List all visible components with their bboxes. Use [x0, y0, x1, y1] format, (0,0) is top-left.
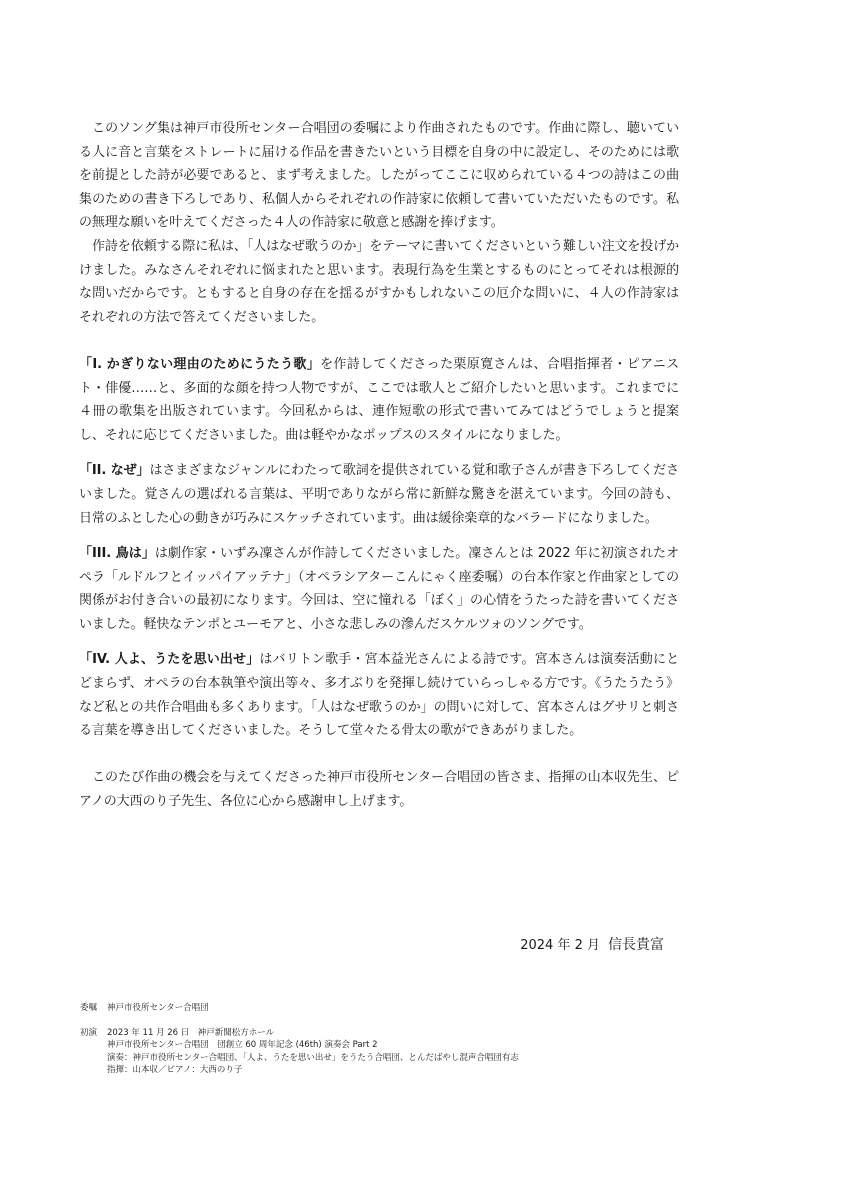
signature	[520, 934, 664, 954]
premiere-line-concert: 神戸市役所センター合唱団 団創立 60 周年記念 (46th) 演奏会 Part 2	[107, 1040, 378, 1051]
section-1-text: を作詩してくださった栗原寛さんは、合唱指揮者・ピアニスト・俳優……と、多面的な顔を持つ人物ですが、ここでは歌人とご紹介したいと思います。これまでに４冊の歌集を出版されています。今回私からは、連作短歌の形式で書いてみてはどうでしょうと提案し、それに応じてくださいました。曲は軽やかなポップスのスタイルになりました。	[79, 356, 679, 443]
intro-paragraph-2: 作詩を依頼する際に私は、「人はなぜ歌うのか」をテーマに書いてくださいという難しい注文を投げかけました。みなさんそれぞれに悩まれたと思います。表現行為を生業とするものにとってそれは根源的な問いだからです。ともすると自身の存在を揺るがすかもしれないこの厄介な問いに、４人の作詩家はそれぞれの方法で答えてくださいました。	[79, 238, 679, 325]
commission-value: 神戸市役所センター合唱団	[107, 1003, 209, 1013]
section-3-paragraph	[79, 542, 679, 636]
thanks-paragraph: このたび作曲の機会を与えてくださった神戸市役所センター合唱団の皆さま、指揮の山本収先生、ピアノの大西のり子先生、各位に心から感謝申し上げます。	[79, 770, 679, 810]
section-2-title: 「II. なぜ」	[79, 463, 150, 479]
premiere-line-performers: 演奏：神戸市役所センター合唱団、「人よ、うたを思い出せ」をうたう合唱団、とんだばやし混声合唱団有志	[107, 1052, 519, 1063]
premiere-label: 初演	[80, 1027, 98, 1038]
section-4-text: はバリトン歌手・宮本益光さんによる詩です。宮本さんは演奏活動にとどまらず、オペラの台本執筆や演出等々、多才ぶりを発揮し続けていらっしゃる方です。《うたうたう》など私との共作合唱曲も多くあります。「人はなぜ歌うのか」の問いに対して、宮本さんはグサリと刺さる言葉を導き出してくださいました。そうして堂々たる骨太の歌ができあがりました。	[79, 652, 680, 739]
section-2-paragraph	[79, 459, 679, 530]
section-3-text: は劇作家・いずみ凜さんが作詩してくださいました。凜さんとは 2022 年に初演されたオペラ「ルドルフとイッパイアッテナ」（オペラシアターこんにゃく座委嘱）の台本作家と作曲家としての関係がお付き合いの最初になります。今回は、空に憧れる「ぼく」の心情をうたった詩を書いてくださいました。軽快なテンポとユーモアと、小さな悲しみの滲んだスケルツォのソングです。	[79, 546, 679, 632]
premiere-line-conductor: 指揮：山本収／ピアノ：大西のり子	[107, 1065, 243, 1076]
premiere-row	[80, 1027, 720, 1077]
section-1-paragraph	[79, 353, 679, 447]
section-1-title: 「I. かぎりない理由のためにうたう歌」	[79, 356, 321, 372]
commission-label: 委嘱	[80, 1003, 98, 1013]
section-2-text: はさまざまなジャンルにわたって歌詞を提供されている覚和歌子さんが書き下ろしてくださいました。覚さんの選ばれる言葉は、平明でありながら常に新鮮な驚きを湛えています。今回の詩も、日常のふとした心の動きが巧みにスケッチされています。曲は緩徐楽章的なバラードになりました。	[79, 463, 679, 526]
intro-paragraph-1: このソング集は神戸市役所センター合唱団の委嘱により作曲されたものです。作曲に際し、聴いている人に音と言葉をストレートに届ける作品を書きたいという目標を自身の中に設定し、そのためには歌を前提とした詩が必要であると、まず考えました。したがってここに収められている４つの詩はこの曲集のための書き下ろしであり、私個人からそれぞれの作詩家に依頼して書いていただいたものです。私の無理な願いを叶えてくださった４人の作詩家に敬意と感謝を捧げます。	[79, 121, 679, 231]
section-3-title: 「III. 鳥は」	[79, 546, 155, 562]
section-4-title: 「IV. 人よ、うたを思い出せ」	[79, 652, 260, 668]
composer-notes	[79, 117, 679, 814]
credits	[80, 1002, 720, 1077]
section-4-paragraph	[79, 648, 679, 742]
premiere-line-date-venue: 2023 年 11 月 26 日 神戸新聞松方ホール	[107, 1027, 275, 1038]
signature-date: 2024 年 2 月	[520, 938, 600, 953]
signature-name: 信長貴富	[608, 937, 664, 953]
commission-row	[80, 1002, 720, 1015]
